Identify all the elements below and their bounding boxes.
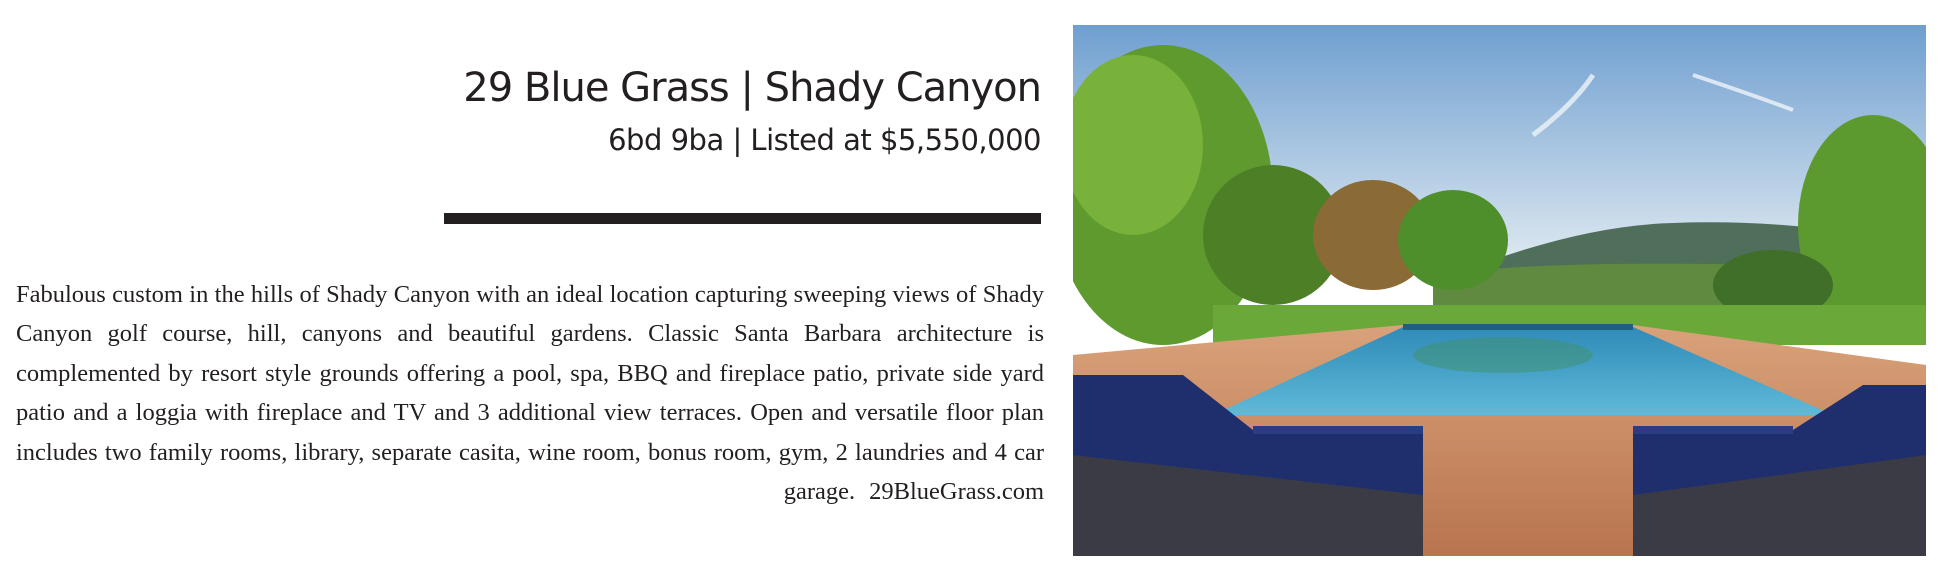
description-text: Fabulous custom in the hills of Shady Canyon with an ideal location capturing sweeping views of Shady Canyon golf course, hill, canyons and beautiful gardens. Classic Santa Barbara architecture is complemented by resort style grounds offering a pool, spa, BBQ and fireplace patio, private side yard patio and a loggia with fireplace and TV and 3 additional view terraces. Open and versatile floor plan includes two family rooms, library, separate casita, wine room, bonus room, gym, 2 laundries and 4 car garage. [16, 280, 1044, 506]
listing-title: 29 Blue Grass | Shady Canyon [463, 65, 1041, 111]
listing-subtitle: 6bd 9ba | Listed at $5,550,000 [608, 123, 1041, 157]
website-link[interactable]: 29BlueGrass.com [869, 478, 1044, 506]
listing-description [16, 275, 1044, 513]
pool-photo [1073, 25, 1926, 556]
divider-rule [444, 213, 1041, 224]
listing-heading [463, 60, 1041, 162]
